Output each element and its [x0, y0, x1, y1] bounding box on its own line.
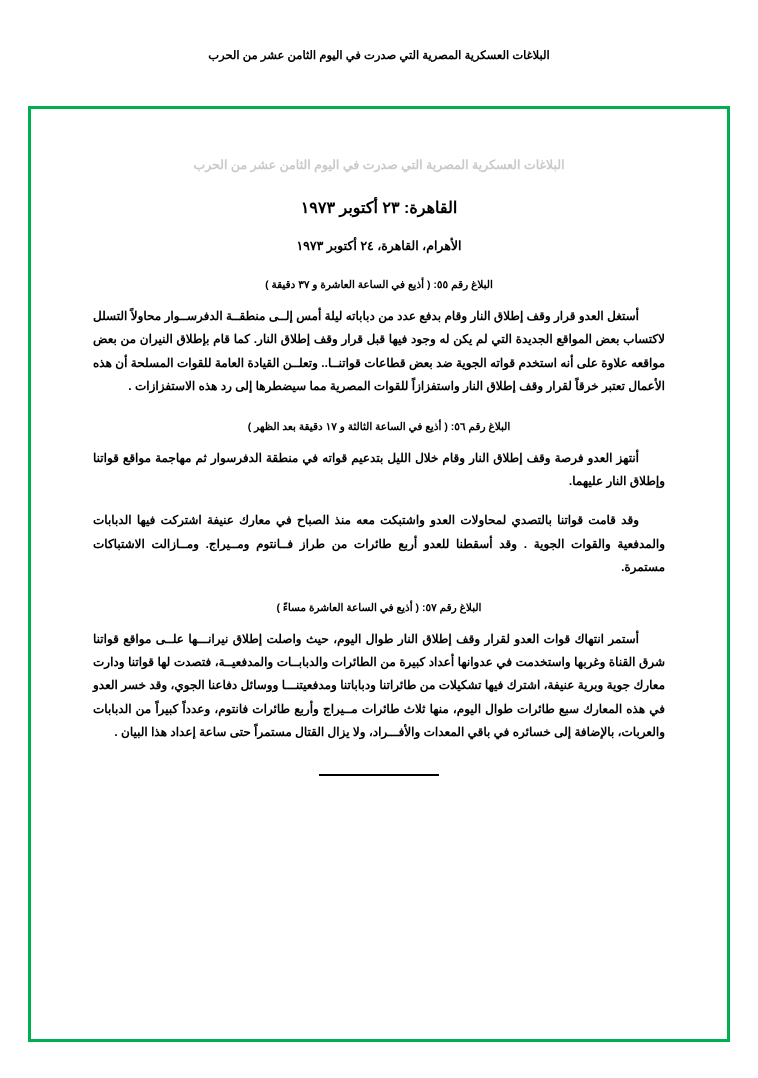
bulletin-paragraph: أستمر انتهاك قوات العدو لقرار وقف إطلاق النار طوال اليوم، حيث واصلت إطلاق نيرانـــها علــى مواقع قواتنا شرق القناة وغربها واستخدمت في عدوانها أعداد كبيرة من الطائرات والدبابــات والمدفعيــة، فتصدت لها قواتنا ودارت معارك جوية وبرية عنيفة، اشترك فيها تشكيلات من طائراتنا ودباباتنا ومدفعيتنـــا ووسائل دفاعنا الجوي، وقد خسر العدو في هذه المعارك سبع طائرات طوال اليوم، منها ثلاث طائرات مــيراج وأربع طائرات فانتوم، وعدداً كبيراً من الدبابات والعربات، بالإضافة إلى خسائره في باقي المعدات والأفـــراد، ولا يزال القتال مستمراً حتى ساعة إعداد هذا البيان .: [93, 631, 665, 740]
bulletin-paragraph: أنتهز العدو فرصة وقف إطلاق النار وقام خلال الليل بتدعيم قواته في منطقة الدفرسوار ثم مهاجمة مواقع قواتنا وإطلاق النار عليهما.: [93, 450, 665, 488]
watermark-title: البلاغات العسكرية المصرية التي صدرت في اليوم الثامن عشر من الحرب: [193, 158, 565, 172]
document-source: الأهرام، القاهرة، ٢٤ أكتوبر ١٩٧٣: [296, 239, 462, 253]
bulletin-section: [93, 602, 665, 745]
page-header-title: البلاغات العسكرية المصرية التي صدرت في اليوم الثامن عشر من الحرب: [208, 50, 550, 62]
bulletin-heading: البلاغ رقم ٥٦: ( أذيع في الساعة الثالثة و ١٧ دقيقة بعد الظهر ): [247, 420, 511, 433]
bulletin-section: [93, 279, 665, 399]
bulletin-paragraph: أستغل العدو قرار وقف إطلاق النار وقام بدفع عدد من دباباته ليلة أمس إلــى منطقــة الدفرســوار محاولاً التسلل لاكتساب بعض المواقع الجديدة التي لم يكن له وجود فيها قبل قرار وقف إطلاق النار. كما قام بإطلاق النيران من بعض مواقعه علاوة على أنه استخدم قواته الجوية ضد بعض قطاعات قواتنــا.. وتعلــن القيادة العامة للقوات المسلحة أن هذه الأعمال تعتبر خرقاً لقرار وقف إطلاق النار واستفزازاً للقوات المصرية مما سيضطرها إلى رد هذه الاستفزازات .: [93, 309, 665, 394]
end-of-document-rule: [319, 774, 439, 776]
bulletin-section: [93, 421, 665, 580]
page-title: القاهرة: ٢٣ أكتوبر ١٩٧٣: [300, 200, 458, 217]
bulletin-paragraph: وقد قامت قواتنا بالتصدي لمحاولات العدو واشتبكت معه منذ الصباح في معارك عنيفة اشتركت فيها الدبابات والمدفعية والقوات الجوية . وقد أسقطنا للعدو أربع طائرات من طراز فــانتوم ومــيراج. ومــازالت الاشتباكات مستمرة.: [93, 513, 665, 575]
document-body: [31, 109, 727, 796]
bulletin-heading: البلاغ رقم ٥٥: ( أذيع في الساعة العاشرة و ٣٧ دقيقة ): [265, 279, 493, 291]
green-border-frame: [28, 106, 730, 1042]
bulletin-heading: البلاغ رقم ٥٧: ( أذيع في الساعة العاشرة مساءً ): [276, 601, 482, 614]
